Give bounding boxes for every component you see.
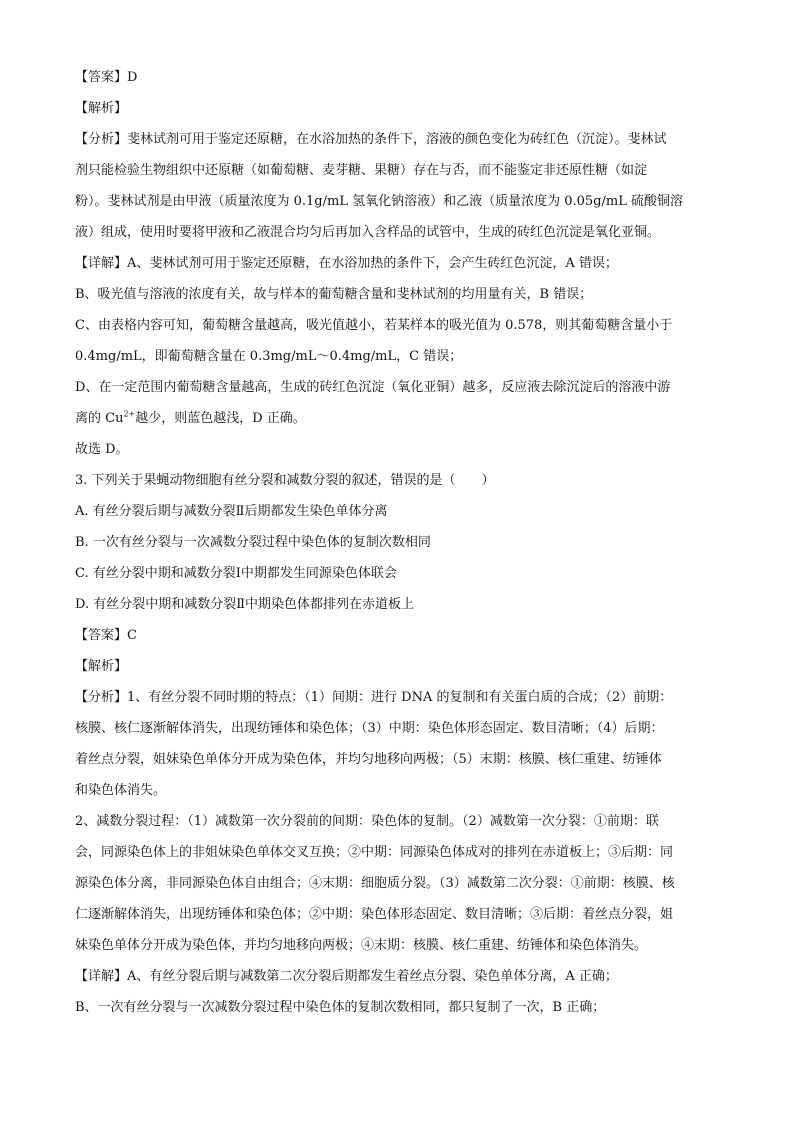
analysis-text-line: 核膜、核仁逐渐解体消失，出现纺锤体和染色体；（3）中期：染色体形态固定、数目清晰；（4）后期：	[75, 721, 664, 736]
cu-text-before: 离的 Cu	[75, 411, 124, 426]
analysis-text-line: 源染色体分离，非同源染色体自由组合；④末期：细胞质分裂。（3）减数第二次分裂：①前期：核膜、核	[75, 876, 675, 891]
analysis-text-line: 仁逐渐解体消失，出现纺锤体和染色体；②中期：染色体形态固定、数目清晰；③后期：着丝点分裂，姐	[75, 907, 674, 922]
analysis-label-1: 【解析】	[75, 101, 128, 116]
answer-label-2: 【答案】C	[75, 628, 137, 643]
analysis-text-line: 液）组成，使用时要将甲液和乙液混合均匀后再加入含样品的试管中，生成的砖红色沉淀是氧化亚铜。	[75, 225, 661, 240]
detail-text-line-cu	[75, 403, 725, 434]
analysis-text-line: 粉）。斐林试剂是由甲液（质量浓度为 0.1g/mL 氢氧化钠溶液）和乙液（质量浓度为 0.05g/mL 硫酸铜溶	[75, 194, 683, 209]
option-c: C. 有丝分裂中期和减数分裂Ⅰ中期都发生同源染色体联会	[75, 566, 397, 581]
analysis-text-line: 会，同源染色体上的非姐妹染色单体交叉互换；②中期：同源染色体成对的排列在赤道板上；③后期：同	[75, 845, 674, 860]
detail-text-line: 【详解】A、有丝分裂后期与减数第二次分裂后期都发生着丝点分裂、染色单体分离，A 正确；	[75, 969, 618, 984]
analysis-text-line: 剂只能检验生物组织中还原糖（如葡萄糖、麦芽糖、果糖）存在与否，而不能鉴定非还原性糖（如淀	[75, 163, 648, 178]
question-3-stem: 3. 下列关于果蝇动物细胞有丝分裂和减数分裂的叙述，错误的是（ ）	[75, 473, 495, 488]
analysis-text-line: 【分析】斐林试剂可用于鉴定还原糖，在水浴加热的条件下，溶液的颜色变化为砖红色（沉淀）。斐林试	[75, 132, 667, 147]
cu-text-after: 越少，则蓝色越浅，D 正确。	[135, 411, 306, 426]
detail-text-line: B、吸光值与溶液的浓度有关，故与样本的葡萄糖含量和斐林试剂的均用量有关，B 错误；	[75, 287, 593, 302]
analysis-text-line: 着丝点分裂，姐妹染色单体分开成为染色体，并均匀地移向两极；（5）末期：核膜、核仁重建、纺锤体	[75, 752, 662, 767]
analysis-text-line: 【分析】1、有丝分裂不同时期的特点：（1）间期：进行 DNA 的复制和有关蛋白质的合成；（2）前期：	[75, 690, 673, 705]
analysis-text-line: 2、减数分裂过程：（1）减数第一次分裂前的间期：染色体的复制。（2）减数第一次分裂：①前期：联	[75, 814, 659, 829]
cu-charge-superscript: 2+	[123, 409, 136, 419]
option-b: B. 一次有丝分裂与一次减数分裂过程中染色体的复制次数相同	[75, 535, 431, 550]
conclusion-line: 故选 D。	[75, 442, 129, 457]
detail-text-line: 0.4mg/mL，即葡萄糖含量在 0.3mg/mL～0.4mg/mL，C 错误；	[75, 349, 463, 364]
analysis-text-line: 和染色体消失。	[75, 783, 167, 798]
option-d: D. 有丝分裂中期和减数分裂Ⅱ中期染色体都排列在赤道板上	[75, 597, 415, 612]
detail-text-line: D、在一定范围内葡萄糖含量越高，生成的砖红色沉淀（氧化亚铜）越多，反应液去除沉淀后的溶液中游	[75, 380, 671, 395]
analysis-label-2: 【解析】	[75, 659, 128, 674]
answer-label-1: 【答案】D	[75, 70, 138, 85]
detail-text-line: 【详解】A、斐林试剂可用于鉴定还原糖，在水浴加热的条件下，会产生砖红色沉淀，A 错误；	[75, 256, 618, 271]
document-page	[75, 62, 725, 1023]
detail-text-line: C、由表格内容可知，葡萄糖含量越高，吸光值越小，若某样本的吸光值为 0.578，则其葡萄糖含量小于	[75, 318, 673, 333]
detail-text-line: B、一次有丝分裂与一次减数分裂过程中染色体的复制次数相同，都只复制了一次，B 正确；	[75, 1000, 606, 1015]
option-a: A. 有丝分裂后期与减数分裂Ⅱ后期都发生染色单体分离	[75, 504, 388, 519]
analysis-text-line: 妹染色单体分开成为染色体，并均匀地移向两极；④末期：核膜、核仁重建、纺锤体和染色体消失。	[75, 938, 648, 953]
